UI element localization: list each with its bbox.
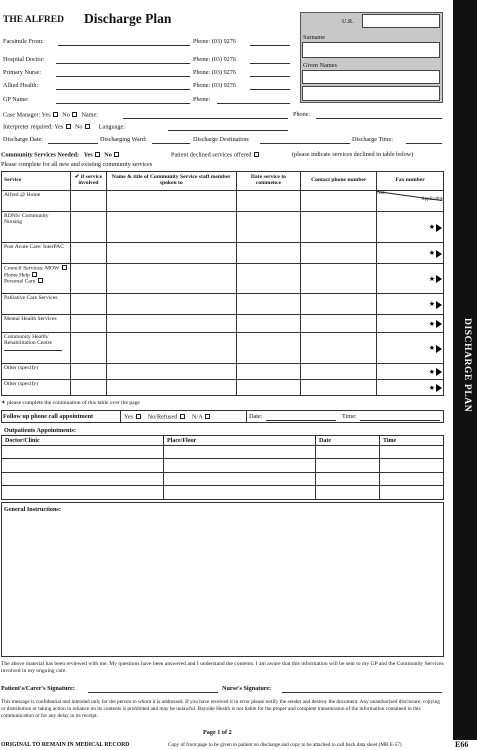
contact-phone-label-2: Phone: (03) 9276 [193, 69, 236, 76]
discharge-date-label: Discharge Date: [3, 136, 43, 143]
contact-phone-field-2[interactable] [250, 76, 290, 77]
fax-cell[interactable] [377, 243, 444, 264]
phone-cell[interactable] [301, 191, 377, 212]
followup-label: Follow up phone call appointment [3, 413, 94, 420]
case-manager-name-field[interactable] [123, 118, 288, 119]
sidebar-title: DISCHARGE PLAN [462, 318, 472, 413]
outpatients-title: Outpatients Appointments: [4, 427, 77, 434]
place-floor-cell[interactable] [164, 486, 316, 499]
service-label-2: Post Acute Care/ InterPAC [4, 244, 64, 250]
community-needed-label: Community Services Needed: [1, 151, 80, 159]
contact-label-0: Facsimile From: [3, 38, 44, 45]
fax-cell[interactable] [377, 380, 444, 396]
original-note: ORIGINAL TO REMAIN IN MEDICAL RECORD [1, 742, 130, 748]
interpreter-no-checkbox[interactable] [85, 124, 90, 129]
staff-cell[interactable] [106, 364, 236, 380]
date-cell[interactable] [236, 380, 301, 396]
service-label-4: Palliative Care Services [4, 295, 58, 301]
phone-cell[interactable] [301, 294, 377, 315]
outpatients-header [2, 436, 444, 446]
fax-cell[interactable] [377, 333, 444, 364]
continued-marker-7: ★ [429, 368, 442, 376]
date-cell[interactable] [316, 472, 380, 485]
col-place-floor: Place/Floor [164, 436, 316, 446]
copy-note: Copy of front page to be given to patient on discharge and copy to be attached to call back data sheet (MR E-57) [168, 742, 402, 748]
case-manager-no-label: No [62, 111, 70, 119]
table-row [2, 212, 444, 243]
contact-phone-field-4[interactable] [217, 103, 290, 104]
contact-label-4: GP Name: [3, 96, 29, 103]
table-row [2, 472, 444, 485]
service-label-6: Community Health/ Rehabilitation Centre [4, 334, 53, 346]
staff-cell[interactable] [106, 315, 236, 333]
contact-phone-field-3[interactable] [250, 89, 290, 90]
contact-label-3: Allied Health: [3, 82, 39, 89]
contact-phone-label-4: Phone: [193, 96, 211, 103]
case-manager-label: Case Manager: Yes [3, 111, 51, 119]
date-cell[interactable] [236, 191, 301, 212]
continued-marker-4: ★ [429, 301, 442, 309]
service-sub-3-0: Home Help [4, 272, 30, 278]
phone-cell[interactable] [301, 380, 377, 396]
patient-signature-field[interactable] [88, 692, 218, 693]
place-floor-cell[interactable] [164, 459, 316, 472]
interpreter-no-label: No [74, 123, 83, 131]
followup-no-refused-label: No/Refused [147, 413, 178, 421]
table-row [2, 380, 444, 396]
col-staff-name: Name & title of Community Service staff member spoken to [106, 172, 236, 191]
given-names-label: Given Names [303, 62, 337, 69]
followup-na-checkbox[interactable] [205, 414, 210, 419]
date-cell[interactable] [236, 294, 301, 315]
discharging-ward-label: Discharging Ward: [100, 136, 147, 143]
table-row [2, 243, 444, 264]
community-yes-label: Yes [83, 151, 93, 159]
contact-label-1: Hospital Doctor: [3, 56, 45, 63]
contact-field-4[interactable] [56, 103, 190, 104]
contact-phone-field-0[interactable] [250, 45, 290, 46]
service-cell [2, 364, 71, 380]
followup-time-label: Time: [342, 413, 357, 420]
staff-cell[interactable] [106, 212, 236, 243]
time-cell[interactable] [380, 472, 444, 485]
followup-date-label: Date: [249, 413, 263, 420]
service-cell [2, 264, 71, 294]
service-cell [2, 191, 71, 212]
case-manager-name-label: Name: [81, 111, 98, 119]
date-cell[interactable] [316, 459, 380, 472]
community-instruction: Please complete for all new and existing community services [1, 161, 153, 168]
surname-field[interactable] [302, 42, 440, 58]
phone-cell[interactable] [301, 212, 377, 243]
declined-row [171, 152, 260, 159]
service-sub-checkbox-3-1[interactable] [38, 278, 43, 283]
followup-divider-2 [246, 410, 247, 423]
doctor-clinic-cell[interactable] [2, 446, 164, 459]
involved-cell[interactable] [70, 264, 106, 294]
continued-marker-6: ★ [429, 345, 442, 353]
followup-na-label: N/A [192, 413, 203, 421]
page-number: Page 1 of 2 [203, 729, 232, 736]
phone-cell[interactable] [301, 333, 377, 364]
interpreter-yes-checkbox[interactable] [66, 124, 71, 129]
ur-field[interactable] [362, 14, 440, 28]
col-involved: ✔ if service involved [70, 172, 106, 191]
community-no-checkbox[interactable] [114, 152, 119, 157]
service-label-8: Other (specify) [4, 381, 39, 387]
place-floor-cell[interactable] [164, 446, 316, 459]
date-cell[interactable] [236, 333, 301, 364]
involved-cell[interactable] [70, 315, 106, 333]
staff-cell[interactable] [106, 333, 236, 364]
followup-no-refused-checkbox[interactable] [180, 414, 185, 419]
table-row [2, 446, 444, 459]
contact-field-1[interactable] [56, 63, 190, 64]
date-cell[interactable] [236, 364, 301, 380]
contact-field-0[interactable] [58, 45, 190, 46]
involved-cell[interactable] [70, 243, 106, 264]
contact-phone-label-0: Phone: (03) 9276 [193, 38, 236, 45]
service-label-1: RDNS/ Community Nursing [4, 213, 49, 225]
service-cell [2, 315, 71, 333]
table-row [2, 459, 444, 472]
date-cell[interactable] [236, 264, 301, 294]
contact-phone-field-1[interactable] [250, 63, 290, 64]
service-cell [2, 243, 71, 264]
declined-checkbox[interactable] [254, 152, 259, 157]
rehab-specify-field[interactable] [4, 346, 62, 351]
service-sub-3-1: Personal Care [4, 278, 36, 285]
followup-divider-1 [120, 410, 121, 423]
col-contact-phone: Contact phone number [301, 172, 377, 191]
contact-field-3[interactable] [56, 89, 190, 90]
time-cell[interactable] [380, 446, 444, 459]
nurse-signature-field[interactable] [282, 692, 442, 693]
fax-applicable-label: Applicable [421, 197, 443, 202]
service-cell [2, 212, 71, 243]
interpreter-row [3, 124, 125, 131]
service-table-header [2, 172, 444, 191]
col-date: Date [316, 436, 380, 446]
fax-cell[interactable] [377, 264, 444, 294]
mow-checkbox[interactable] [62, 265, 67, 270]
date-cell[interactable] [236, 315, 301, 333]
continued-marker-2: ★ [429, 250, 442, 258]
involved-cell[interactable] [70, 364, 106, 380]
continued-marker-8: ★ [429, 384, 442, 392]
table-row [2, 486, 444, 499]
time-cell[interactable] [380, 486, 444, 499]
discharge-destination-label: Discharge Destination: [193, 136, 250, 143]
service-label-5: Mental Health Services [4, 316, 57, 322]
fax-cell[interactable] [377, 294, 444, 315]
time-cell[interactable] [380, 459, 444, 472]
fax-cell[interactable] [377, 212, 444, 243]
form-code: E66 [455, 740, 469, 749]
table-footnote: ✶ please complete the continuation of this table over the page [1, 400, 140, 406]
community-no-label: No [104, 151, 112, 159]
service-label-3: Council Services: MOW [4, 265, 60, 272]
confidentiality-notice: This message is confidential and intended only for the person to whom it is addressed. If you have received it in error please notify the sender and destroy the document. Any unauthorised disclosure, copying or distribution or taking action in reliance on its contents is prohibited and may be unlawful. Bayside Health is not liable for the proper and complete transmission of the information contained in this communication or for any delay in its receipt. [1, 699, 440, 719]
staff-cell[interactable] [106, 380, 236, 396]
case-manager-row [3, 112, 98, 119]
contact-phone-label-1: Phone: (03) 9276 [193, 56, 236, 63]
followup-yes-checkbox[interactable] [136, 414, 141, 419]
doctor-clinic-cell[interactable] [2, 486, 164, 499]
discharge-date-field[interactable] [48, 143, 98, 144]
review-statement: The above material has been reviewed with me. My questions have been answered and I understand the contents. I am aware that this information will be sent to my GP and the Community Services involved in my ongoing care. [1, 661, 444, 675]
case-manager-yes-checkbox[interactable] [53, 112, 58, 117]
discharge-time-label: Discharge Time: [352, 136, 393, 143]
fax-not-label: Not [377, 191, 385, 196]
col-time: Time [380, 436, 444, 446]
org-name: THE ALFRED [3, 15, 64, 25]
phone-cell[interactable] [301, 243, 377, 264]
discharge-time-field[interactable] [406, 143, 442, 144]
case-manager-phone-field[interactable] [316, 118, 442, 119]
declined-label: Patient declined services offered [171, 151, 252, 159]
table-row [2, 364, 444, 380]
phone-cell[interactable] [301, 264, 377, 294]
involved-cell[interactable] [70, 191, 106, 212]
service-label-0: Alfred @ Home [4, 192, 41, 198]
discharging-ward-field[interactable] [152, 143, 190, 144]
language-field[interactable] [168, 130, 288, 131]
table-row [2, 191, 444, 212]
contact-field-2[interactable] [56, 76, 190, 77]
col-fax-number: Fax number [377, 172, 444, 191]
date-cell[interactable] [316, 446, 380, 459]
fax-cell[interactable] [377, 364, 444, 380]
staff-cell[interactable] [106, 264, 236, 294]
doctor-clinic-cell[interactable] [2, 472, 164, 485]
fax-cell[interactable] [377, 315, 444, 333]
table-row [2, 315, 444, 333]
phone-cell[interactable] [301, 315, 377, 333]
doctor-clinic-cell[interactable] [2, 459, 164, 472]
continued-marker-3: ★ [429, 275, 442, 283]
followup-date-field[interactable] [266, 420, 336, 421]
patient-signature-label: Patient's/Carer's Signature: [1, 685, 75, 692]
surname-label: Surname [303, 34, 325, 41]
place-floor-cell[interactable] [164, 472, 316, 485]
general-instructions-title: General Instructions: [4, 506, 61, 513]
involved-cell[interactable] [70, 294, 106, 315]
service-cell [2, 380, 71, 396]
service-sub-checkbox-3-0[interactable] [32, 272, 37, 277]
given-names-field[interactable] [302, 70, 440, 84]
followup-time-field[interactable] [360, 420, 440, 421]
involved-cell[interactable] [70, 333, 106, 364]
table-row [2, 264, 444, 294]
contact-phone-label-3: Phone: (03) 9276 [193, 82, 236, 89]
general-instructions-box[interactable] [1, 502, 444, 657]
contact-label-2: Primary Nurse: [3, 69, 41, 76]
service-cell [2, 333, 71, 364]
nurse-signature-label: Nurse's Signature: [222, 685, 272, 692]
col-doctor-clinic: Doctor/Clinic [2, 436, 164, 446]
service-cell [2, 294, 71, 315]
followup-yes-label: Yes [124, 413, 134, 421]
date-cell[interactable] [316, 486, 380, 499]
form-title: Discharge Plan [84, 11, 172, 26]
involved-cell[interactable] [70, 380, 106, 396]
staff-cell[interactable] [106, 191, 236, 212]
outpatients-table [1, 435, 444, 500]
followup-options [124, 414, 211, 421]
date-cell[interactable] [236, 212, 301, 243]
col-date-commence: Date service to commence [236, 172, 301, 191]
fax-cell[interactable] [377, 191, 444, 212]
language-label: Language: [98, 123, 125, 131]
discharge-destination-field[interactable] [260, 143, 350, 144]
continued-marker-1: ★ [429, 224, 442, 232]
interpreter-label: Interpreter required: Yes [3, 123, 64, 131]
staff-cell[interactable] [106, 294, 236, 315]
community-needed-row [1, 152, 120, 159]
given-names-field-2[interactable] [302, 86, 440, 101]
community-yes-checkbox[interactable] [95, 152, 100, 157]
involved-cell[interactable] [70, 212, 106, 243]
case-manager-no-checkbox[interactable] [72, 112, 77, 117]
table-row [2, 294, 444, 315]
declined-note: (please indicate services declined in table below) [292, 151, 414, 158]
table-row [2, 333, 444, 364]
ur-label: U.R. [342, 18, 354, 25]
col-service: Service [2, 172, 71, 191]
date-cell[interactable] [236, 243, 301, 264]
service-label-7: Other (specify) [4, 365, 39, 371]
phone-cell[interactable] [301, 364, 377, 380]
continued-marker-5: ★ [429, 320, 442, 328]
staff-cell[interactable] [106, 243, 236, 264]
community-services-table [1, 171, 444, 396]
case-manager-phone-label: Phone: [293, 111, 311, 118]
